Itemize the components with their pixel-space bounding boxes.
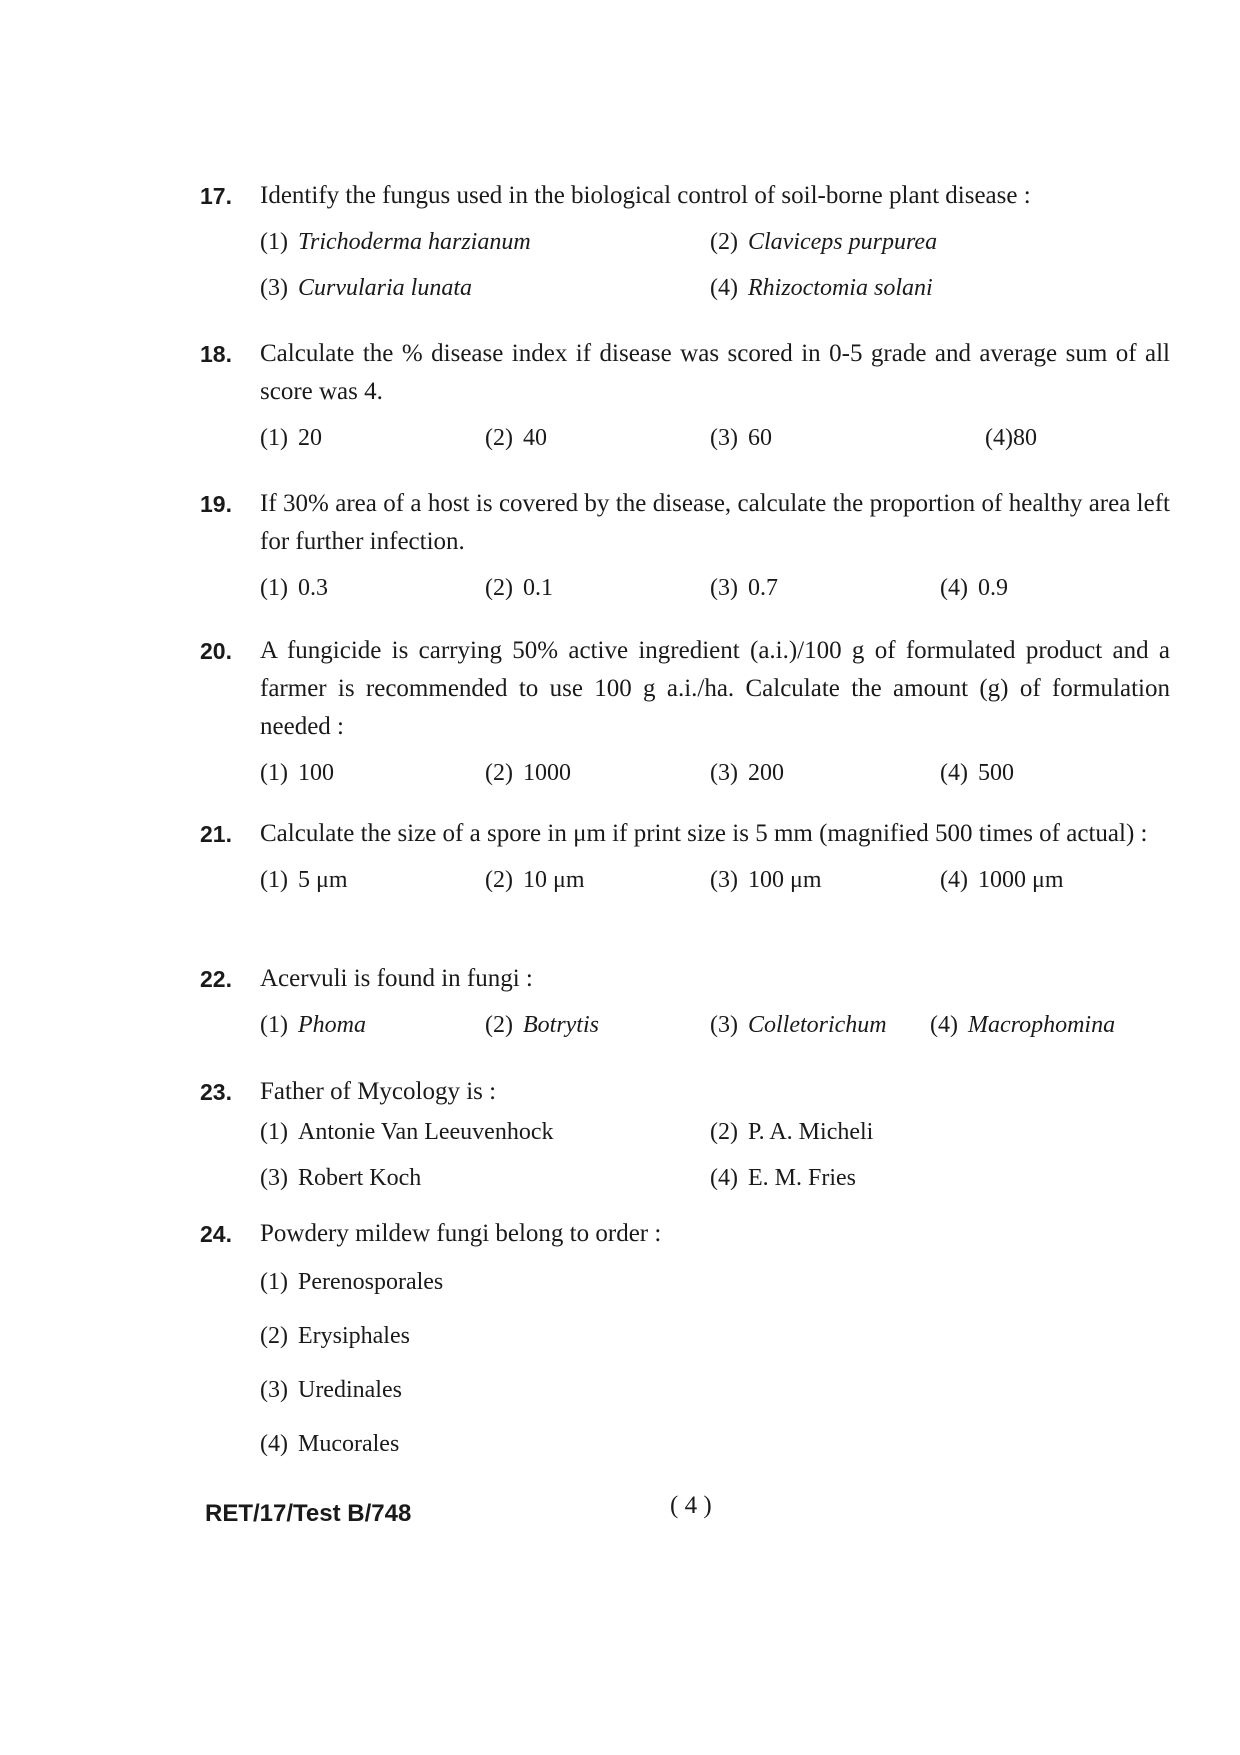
option-4 xyxy=(985,421,1037,455)
option-text: Curvularia lunata xyxy=(297,275,472,301)
option-text: Botrytis xyxy=(522,1012,599,1038)
option-label: (1) xyxy=(260,229,288,255)
option-1 xyxy=(260,1115,710,1149)
option-text: Trichoderma harzianum xyxy=(297,229,531,255)
option-text: Erysiphales xyxy=(297,1323,410,1349)
option-text: 20 xyxy=(297,425,322,451)
option-label: (1) xyxy=(260,1269,288,1295)
option-3 xyxy=(710,756,784,790)
option-label: (2) xyxy=(485,760,513,786)
option-text: Antonie Van Leeuvenhock xyxy=(297,1119,554,1145)
option-2 xyxy=(485,421,547,455)
option-4 xyxy=(930,1008,1115,1042)
option-text: 40 xyxy=(522,425,547,451)
options xyxy=(260,421,1170,461)
option-label: (2) xyxy=(260,1323,288,1349)
option-text: P. A. Micheli xyxy=(747,1119,874,1145)
option-text: Robert Koch xyxy=(297,1165,422,1191)
option-label: (1) xyxy=(260,1012,288,1038)
option-text: Phoma xyxy=(297,1012,366,1038)
option-label: (1) xyxy=(260,575,288,601)
option-2 xyxy=(710,1115,1160,1149)
question-text: A fungicide is carrying 50% active ingredient (a.i.)/100 g of formulated product and a farmer is recommended to use 100 g a.i./ha. Calculate the amount (g) of formulation needed : xyxy=(260,637,1170,740)
option-label: (3) xyxy=(710,575,738,601)
question-text: Powdery mildew fungi belong to order : xyxy=(260,1220,662,1247)
option-4 xyxy=(710,271,1160,305)
option-text: 500 xyxy=(977,760,1014,786)
option-2 xyxy=(485,1008,599,1042)
option-1 xyxy=(260,1008,366,1042)
option-label: (3) xyxy=(260,275,288,301)
option-label: (3) xyxy=(710,1012,738,1038)
option-label: (3) xyxy=(710,760,738,786)
option-label: (4) xyxy=(710,275,738,301)
option-label: (4) xyxy=(940,867,968,893)
option-1 xyxy=(260,756,334,790)
option-text: 0.3 xyxy=(297,575,328,601)
option-text: 60 xyxy=(747,425,772,451)
option-text: 0.7 xyxy=(747,575,778,601)
option-label: (4) xyxy=(985,425,1013,451)
page-number: ( 4 ) xyxy=(670,1492,712,1519)
options xyxy=(260,1115,1170,1207)
option-1 xyxy=(260,421,322,455)
option-label: (2) xyxy=(710,229,738,255)
option-1 xyxy=(260,863,348,897)
question-text: Identify the fungus used in the biological control of soil-borne plant disease : xyxy=(260,182,1031,209)
question-24 xyxy=(200,1215,1170,1481)
option-text: Colletorichum xyxy=(747,1012,887,1038)
option-2 xyxy=(710,225,1160,259)
option-label: (1) xyxy=(260,1119,288,1145)
options xyxy=(260,1265,1170,1481)
options xyxy=(260,571,1170,611)
option-text: 0.9 xyxy=(977,575,1008,601)
question-number: 17. xyxy=(200,183,232,209)
option-label: (2) xyxy=(710,1119,738,1145)
question-23 xyxy=(200,1073,1170,1207)
option-text: 1000 μm xyxy=(977,867,1064,893)
question-number: 18. xyxy=(200,341,232,367)
question-text: Acervuli is found in fungi : xyxy=(260,965,533,992)
option-label: (3) xyxy=(260,1165,288,1191)
question-19 xyxy=(200,485,1170,611)
option-2 xyxy=(485,571,553,605)
option-label: (4) xyxy=(940,575,968,601)
option-2 xyxy=(485,863,585,897)
question-text: Calculate the size of a spore in μm if print size is 5 mm (magnified 500 times of actual) : xyxy=(260,820,1148,847)
question-text: If 30% area of a host is covered by the disease, calculate the proportion of healthy area left for further infection. xyxy=(260,490,1170,555)
option-1 xyxy=(260,1265,1170,1319)
option-label: (3) xyxy=(710,867,738,893)
option-text: Macrophomina xyxy=(967,1012,1116,1038)
question-number: 21. xyxy=(200,821,232,847)
question-22 xyxy=(200,960,1170,1048)
option-label: (3) xyxy=(260,1377,288,1403)
option-text: 200 xyxy=(747,760,784,786)
option-text: 0.1 xyxy=(522,575,553,601)
option-text: Rhizoctomia solani xyxy=(747,275,933,301)
option-1 xyxy=(260,225,710,259)
option-4 xyxy=(710,1161,1160,1195)
question-number: 23. xyxy=(200,1079,232,1105)
option-label: (3) xyxy=(710,425,738,451)
option-label: (4) xyxy=(710,1165,738,1191)
question-18 xyxy=(200,335,1170,461)
option-2 xyxy=(485,756,571,790)
option-4 xyxy=(260,1427,1170,1481)
option-label: (4) xyxy=(260,1431,288,1457)
question-number: 24. xyxy=(200,1221,232,1247)
question-text: Father of Mycology is : xyxy=(260,1078,497,1105)
option-4 xyxy=(940,756,1014,790)
option-label: (2) xyxy=(485,1012,513,1038)
question-number: 20. xyxy=(200,638,232,664)
option-text: E. M. Fries xyxy=(747,1165,856,1191)
question-number: 22. xyxy=(200,966,232,992)
option-text: Claviceps purpurea xyxy=(747,229,938,255)
option-text: 1000 xyxy=(522,760,571,786)
option-3 xyxy=(260,1161,710,1195)
option-text: 100 μm xyxy=(747,867,822,893)
option-label: (1) xyxy=(260,760,288,786)
options xyxy=(260,225,1170,317)
option-3 xyxy=(710,571,778,605)
options xyxy=(260,1008,1170,1048)
options xyxy=(260,756,1170,796)
option-label: (2) xyxy=(485,575,513,601)
question-20 xyxy=(200,632,1170,796)
option-text: 10 μm xyxy=(522,867,585,893)
option-3 xyxy=(710,863,822,897)
option-text: 80 xyxy=(1012,425,1037,451)
option-text: 5 μm xyxy=(297,867,348,893)
question-text: Calculate the % disease index if disease was scored in 0-5 grade and average sum of all score was 4. xyxy=(260,340,1170,405)
question-17 xyxy=(200,177,1170,317)
option-text: 100 xyxy=(297,760,334,786)
option-3 xyxy=(710,1008,887,1042)
option-1 xyxy=(260,571,328,605)
option-label: (1) xyxy=(260,425,288,451)
option-label: (4) xyxy=(930,1012,958,1038)
option-4 xyxy=(940,863,1064,897)
option-label: (2) xyxy=(485,425,513,451)
option-label: (4) xyxy=(940,760,968,786)
option-2 xyxy=(260,1319,1170,1373)
option-text: Mucorales xyxy=(297,1431,400,1457)
paper-code: RET/17/Test B/748 xyxy=(205,1500,412,1527)
option-text: Uredinales xyxy=(297,1377,402,1403)
option-3 xyxy=(710,421,772,455)
option-4 xyxy=(940,571,1008,605)
option-text: Perenosporales xyxy=(297,1269,444,1295)
options xyxy=(260,863,1170,903)
option-3 xyxy=(260,271,710,305)
question-21 xyxy=(200,815,1170,903)
option-label: (2) xyxy=(485,867,513,893)
question-number: 19. xyxy=(200,491,232,517)
option-3 xyxy=(260,1373,1170,1427)
option-label: (1) xyxy=(260,867,288,893)
